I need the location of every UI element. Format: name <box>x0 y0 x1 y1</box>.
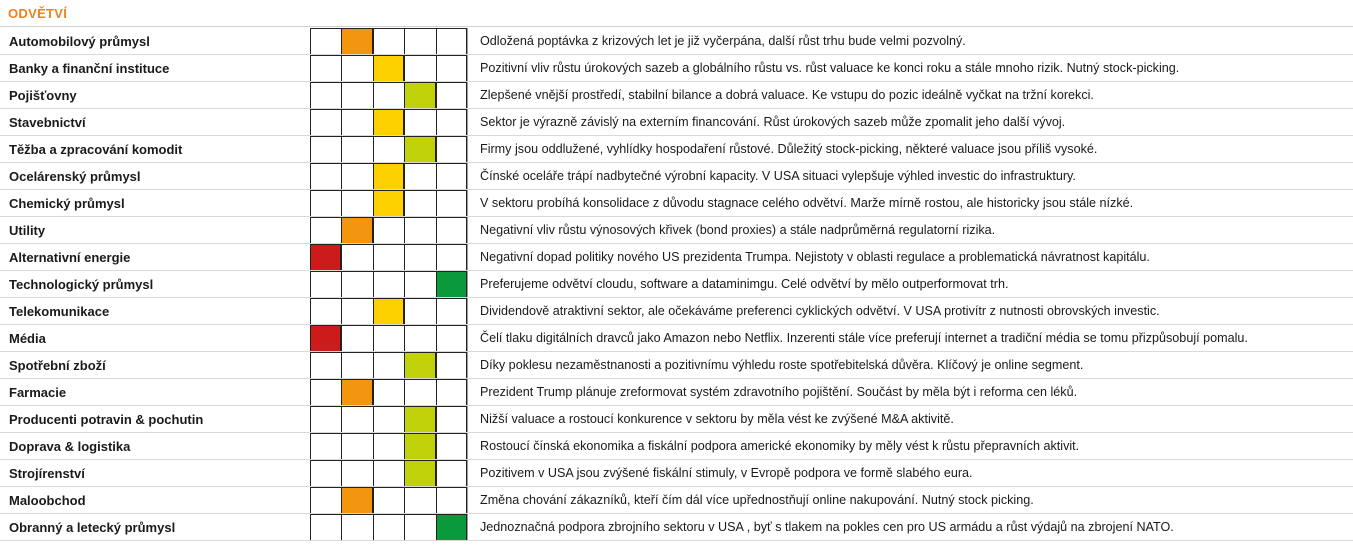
sector-comment: V sektoru probíhá konsolidace z důvodu stagnace celého odvětví. Marže mírně rostou, ale historicky jsou stále nízké. <box>467 190 1352 217</box>
rating-cell-1 <box>310 487 341 514</box>
table-row <box>0 487 1353 514</box>
rating-cell-5 <box>436 298 467 325</box>
rating-marker <box>404 406 435 433</box>
rating-cell-4 <box>404 109 435 136</box>
sector-name: Automobilový průmysl <box>9 34 150 49</box>
sector-name: Pojišťovny <box>9 88 77 103</box>
rating-cell-4 <box>404 325 435 352</box>
table-row <box>0 352 1353 379</box>
sector-comment: Negativní vliv růstu výnosových křivek (bond proxies) a stále nadprůměrná regulatorní rizika. <box>467 217 1352 244</box>
rating-cell-5 <box>436 325 467 352</box>
rating-cell-1 <box>310 352 341 379</box>
rating-cell-3 <box>373 433 404 460</box>
rating-marker <box>436 514 467 541</box>
sector-name: Těžba a zpracování komodit <box>9 142 183 157</box>
sector-name: Banky a finanční instituce <box>9 61 170 76</box>
sector-name: Média <box>9 331 46 346</box>
rating-marker <box>310 325 341 352</box>
rating-scale <box>310 82 467 109</box>
rating-cell-5 <box>436 55 467 82</box>
rating-cell-1 <box>310 190 341 217</box>
rating-marker <box>404 460 435 487</box>
rating-marker <box>373 298 404 325</box>
table-row <box>0 217 1353 244</box>
rating-marker <box>341 217 372 244</box>
rating-cell-3 <box>373 487 404 514</box>
rating-cell-5 <box>436 190 467 217</box>
rating-marker <box>373 55 404 82</box>
title-divider <box>0 26 1353 27</box>
rating-cell-2 <box>341 190 372 217</box>
rating-cell-2 <box>341 244 372 271</box>
rating-marker <box>404 136 435 163</box>
table-row <box>0 379 1353 406</box>
rating-cell-5 <box>436 217 467 244</box>
rating-marker <box>404 82 435 109</box>
rating-cell-3 <box>373 379 404 406</box>
table-row <box>0 244 1353 271</box>
rating-cell-2 <box>341 163 372 190</box>
sector-comment: Změna chování zákazníků, kteří čím dál více upřednostňují online nakupování. Nutný stock picking. <box>467 487 1352 514</box>
rating-cell-5 <box>436 28 467 55</box>
sector-name: Obranný a letecký průmysl <box>9 520 176 535</box>
sector-name: Technologický průmysl <box>9 277 154 292</box>
rating-cell-3 <box>373 217 404 244</box>
rating-cell-2 <box>341 271 372 298</box>
rating-marker <box>404 433 435 460</box>
table-row <box>0 136 1353 163</box>
table-row <box>0 433 1353 460</box>
rating-scale <box>310 406 467 433</box>
rating-marker <box>404 352 435 379</box>
table-row <box>0 109 1353 136</box>
rating-cell-1 <box>310 460 341 487</box>
rating-cell-5 <box>436 109 467 136</box>
sector-comment: Pozitivem v USA jsou zvýšené fiskální stimuly, v Evropě podpora ve formě slabého eura. <box>467 460 1352 487</box>
rating-scale <box>310 325 467 352</box>
rating-scale <box>310 487 467 514</box>
table-row <box>0 163 1353 190</box>
rating-scale <box>310 190 467 217</box>
sector-name: Spotřební zboží <box>9 358 106 373</box>
rating-marker <box>341 487 372 514</box>
rating-cell-1 <box>310 109 341 136</box>
rating-cell-1 <box>310 514 341 541</box>
rating-marker <box>341 28 372 55</box>
sector-comment: Sektor je výrazně závislý na externím financování. Růst úrokových sazeb může zpomalit jeho další vývoj. <box>467 109 1352 136</box>
rating-cell-3 <box>373 352 404 379</box>
rating-cell-3 <box>373 406 404 433</box>
rating-cell-5 <box>436 244 467 271</box>
row-divider <box>0 540 1353 541</box>
sector-name: Stavebnictví <box>9 115 86 130</box>
sector-table <box>0 28 1353 541</box>
rating-cell-1 <box>310 163 341 190</box>
rating-cell-4 <box>404 217 435 244</box>
rating-scale <box>310 298 467 325</box>
sector-name: Maloobchod <box>9 493 86 508</box>
sector-name: Strojírenství <box>9 466 85 481</box>
table-row <box>0 325 1353 352</box>
sector-comment: Dividendově atraktivní sektor, ale očekáváme preferenci cyklických odvětví. V USA protivítr z nutnosti obrovských investic. <box>467 298 1352 325</box>
sector-name: Farmacie <box>9 385 67 400</box>
table-row <box>0 406 1353 433</box>
rating-cell-4 <box>404 55 435 82</box>
sector-comment: Nižší valuace a rostoucí konkurence v sektoru by měla vést ke zvýšené M&A aktivitě. <box>467 406 1352 433</box>
rating-cell-2 <box>341 136 372 163</box>
sector-name: Alternativní energie <box>9 250 131 265</box>
sector-name: Producenti potravin & pochutin <box>9 412 204 427</box>
table-row <box>0 298 1353 325</box>
rating-cell-3 <box>373 82 404 109</box>
rating-cell-3 <box>373 28 404 55</box>
sector-comment: Čelí tlaku digitálních dravců jako Amazon nebo Netflix. Inzerenti stále více preferují internet a tradiční média se tomu přizpůsobují pomalu. <box>467 325 1352 352</box>
rating-cell-1 <box>310 28 341 55</box>
sector-name: Telekomunikace <box>9 304 110 319</box>
table-row <box>0 82 1353 109</box>
sector-comment: Prezident Trump plánuje zreformovat systém zdravotního pojištění. Součást by měla být i reforma cen léků. <box>467 379 1352 406</box>
rating-cell-5 <box>436 487 467 514</box>
sector-comment: Rostoucí čínská ekonomika a fiskální podpora americké ekonomiky by měly vést k růstu přepravních aktivit. <box>467 433 1352 460</box>
rating-cell-1 <box>310 298 341 325</box>
rating-scale <box>310 163 467 190</box>
rating-cell-2 <box>341 109 372 136</box>
rating-cell-2 <box>341 433 372 460</box>
rating-cell-3 <box>373 460 404 487</box>
rating-scale <box>310 514 467 541</box>
rating-marker <box>373 190 404 217</box>
sector-comment: Čínské oceláře trápí nadbytečné výrobní kapacity. V USA situaci vylepšuje výhled investic do infrastruktury. <box>467 163 1352 190</box>
rating-cell-3 <box>373 271 404 298</box>
rating-cell-5 <box>436 352 467 379</box>
rating-cell-5 <box>436 460 467 487</box>
sector-name: Utility <box>9 223 46 238</box>
table-row <box>0 55 1353 82</box>
rating-cell-4 <box>404 514 435 541</box>
table-row <box>0 190 1353 217</box>
sector-name: Ocelárenský průmysl <box>9 169 141 184</box>
rating-cell-5 <box>436 406 467 433</box>
rating-marker <box>341 379 372 406</box>
sector-comment: Preferujeme odvětví cloudu, software a dataminimgu. Celé odvětví by mělo outperformovat trh. <box>467 271 1352 298</box>
rating-cell-2 <box>341 352 372 379</box>
rating-scale <box>310 379 467 406</box>
rating-cell-1 <box>310 433 341 460</box>
rating-cell-4 <box>404 190 435 217</box>
rating-cell-4 <box>404 244 435 271</box>
rating-cell-3 <box>373 136 404 163</box>
rating-cell-3 <box>373 514 404 541</box>
rating-cell-2 <box>341 298 372 325</box>
sector-comment: Odložená poptávka z krizových let je již vyčerpána, další růst trhu bude velmi pozvolný. <box>467 28 1352 55</box>
rating-cell-5 <box>436 163 467 190</box>
rating-scale <box>310 244 467 271</box>
sector-name: Doprava & logistika <box>9 439 131 454</box>
rating-cell-1 <box>310 379 341 406</box>
rating-cell-4 <box>404 379 435 406</box>
sector-name: Chemický průmysl <box>9 196 125 211</box>
sector-comment: Jednoznačná podpora zbrojního sektoru v USA , byť s tlakem na pokles cen pro US armádu a růst výdajů na zbrojení NATO. <box>467 514 1352 541</box>
rating-scale <box>310 433 467 460</box>
rating-scale <box>310 136 467 163</box>
rating-cell-4 <box>404 298 435 325</box>
rating-cell-1 <box>310 82 341 109</box>
rating-cell-3 <box>373 325 404 352</box>
rating-cell-1 <box>310 217 341 244</box>
rating-marker <box>373 109 404 136</box>
rating-cell-3 <box>373 244 404 271</box>
rating-marker <box>373 163 404 190</box>
rating-cell-2 <box>341 514 372 541</box>
table-row <box>0 28 1353 55</box>
rating-cell-1 <box>310 271 341 298</box>
rating-cell-1 <box>310 136 341 163</box>
rating-scale <box>310 352 467 379</box>
rating-cell-4 <box>404 487 435 514</box>
sector-comment: Díky poklesu nezaměstnanosti a pozitivnímu výhledu roste spotřebitelská důvěra. Klíčový je online segment. <box>467 352 1352 379</box>
rating-cell-2 <box>341 406 372 433</box>
rating-scale <box>310 55 467 82</box>
rating-scale <box>310 271 467 298</box>
rating-marker <box>310 244 341 271</box>
rating-cell-2 <box>341 460 372 487</box>
rating-cell-2 <box>341 325 372 352</box>
table-row <box>0 460 1353 487</box>
rating-cell-1 <box>310 55 341 82</box>
rating-cell-2 <box>341 82 372 109</box>
rating-cell-5 <box>436 82 467 109</box>
rating-cell-2 <box>341 55 372 82</box>
rating-cell-1 <box>310 406 341 433</box>
rating-cell-4 <box>404 28 435 55</box>
rating-cell-5 <box>436 379 467 406</box>
sector-comment: Firmy jsou oddlužené, vyhlídky hospodaření růstové. Důležitý stock-picking, některé valuace jsou příliš vysoké. <box>467 136 1352 163</box>
rating-cell-5 <box>436 433 467 460</box>
sector-comment: Negativní dopad politiky nového US prezidenta Trumpa. Nejistoty v oblasti regulace a problematická návratnost kapitálu. <box>467 244 1352 271</box>
rating-scale <box>310 460 467 487</box>
rating-cell-4 <box>404 271 435 298</box>
sector-comment: Pozitivní vliv růstu úrokových sazeb a globálního růstu vs. růst valuace ke konci roku a stále mnoho rizik. Nutný stock-picking. <box>467 55 1352 82</box>
section-title: ODVĚTVÍ <box>8 6 68 21</box>
rating-scale <box>310 28 467 55</box>
rating-scale <box>310 109 467 136</box>
rating-scale <box>310 217 467 244</box>
rating-cell-5 <box>436 136 467 163</box>
table-row <box>0 514 1353 541</box>
rating-marker <box>436 271 467 298</box>
sector-comment: Zlepšené vnější prostředí, stabilní bilance a dobrá valuace. Ke vstupu do pozic ideálně vyčkat na tržní korekci. <box>467 82 1352 109</box>
rating-cell-4 <box>404 163 435 190</box>
table-row <box>0 271 1353 298</box>
